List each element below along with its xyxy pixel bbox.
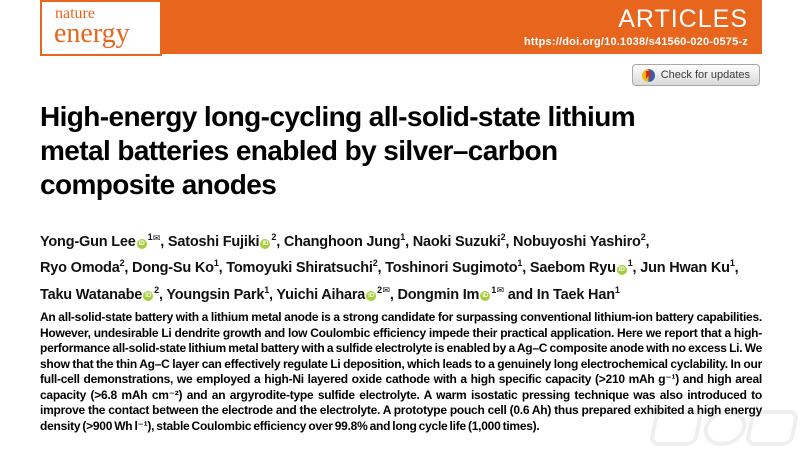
corresponding-author-mail-icon[interactable]: ✉ [382,285,390,296]
author-name: , [645,233,650,250]
author-name: , Nobuyoshi Yashiro [505,233,641,250]
orcid-icon[interactable]: iD [138,239,145,247]
orcid-icon[interactable]: iD [368,292,375,300]
author-name: Taku Watanabe [40,286,143,303]
author-affiliation-superscript: 2 [377,284,382,295]
author-affiliation-superscript: 2 [271,232,277,242]
abstract: An all-solid-state battery with a lithium metal anode is a strong candidate for surpassing conventional lithium-ion battery capabilities. However, undesirable Li dendrite growth and low Coulombic efficiency impede their practical application. Here we report that a high-performance all-solid-state lithium metal battery with a sulfide electrolyte is enabled by a Ag–C composite anode with no excess Li. We show that the thin Ag–C layer can effectively regulate Li deposition, which leads to a genuinely long electrochemical cyclability. In our full-cell demonstrations, we employed a high-Ni layered oxide cathode with a high specific capacity (>210 mAh g⁻¹) and high areal capacity (>6.8 mAh cm⁻²) and an argyrodite-type sulfide electrolyte. A warm isostatic pressing technique was also introduced to improve the contact between the electrode and the electrolyte. A prototype pouch cell (0.6 Ah) thus prepared exhibited a high energy density (>900 Wh l⁻¹), stable Coulombic efficiency over 99.8% and long cycle life (1,000 times). [40,310,762,433]
author-name: , Dongmin Im [389,286,480,303]
orcid-icon[interactable]: iD [618,266,625,274]
author-affiliation-superscript: 1 [400,232,406,242]
journal-logo [40,0,162,56]
article-title [40,100,762,202]
orcid-icon[interactable]: iD [482,292,489,300]
check-for-updates-button[interactable] [632,64,760,86]
author-list [40,227,764,306]
author-affiliation-superscript: 1 [491,284,497,295]
journal-logo-line2: energy [54,18,130,49]
author-affiliation-superscript: 1 [729,258,735,269]
author-name: , Toshinori Sugimoto [377,260,518,277]
author-name: , [734,260,739,277]
author-name: Yong-Gun Lee [40,233,136,250]
author-affiliation-superscript: 2 [500,232,506,242]
doi-link[interactable]: https://doi.org/10.1038/s41560-020-0575-z [523,36,748,48]
author-name: , Saebom Ryu [522,260,616,277]
section-label: ARTICLES [618,5,748,33]
author-affiliation-superscript: 1 [517,258,523,269]
author-affiliation-superscript: 1 [627,258,633,269]
crossmark-icon [642,69,655,82]
journal-logo-line1: nature [55,5,95,22]
author-name: , Youngsin Park [158,286,265,303]
author-name: , Naoki Suzuki [405,233,501,250]
author-name: , Dong-Su Ko [124,260,214,277]
author-affiliation-superscript: 2 [640,232,646,242]
orcid-icon[interactable]: iD [262,239,269,247]
author-affiliation-superscript: 2 [119,258,125,269]
title-line-2: metal batteries enabled by silver–carbon [40,135,558,166]
author-name: and In Taek Han [503,286,615,303]
corresponding-author-mail-icon[interactable]: ✉ [152,232,161,243]
author-affiliation-superscript: 1 [213,258,219,269]
title-line-1: High-energy long-cycling all-solid-state lithium [40,101,636,132]
author-affiliation-superscript: 1 [147,232,153,242]
author-name: , Changhoon Jung [276,233,401,250]
orcid-icon[interactable]: iD [145,292,152,300]
corresponding-author-mail-icon[interactable]: ✉ [496,285,504,296]
author-name: , Yuichi Aihara [269,286,366,303]
title-line-3: composite anodes [40,169,277,200]
author-affiliation-superscript: 2 [372,258,378,269]
author-affiliation-superscript: 1 [614,284,620,295]
author-name: , Jun Hwan Ku [632,260,730,277]
check-for-updates-label: Check for updates [660,69,750,81]
author-name: , Satoshi Fujiki [160,233,260,250]
author-name: Ryo Omoda [40,260,120,277]
author-affiliation-superscript: 2 [154,284,159,295]
author-affiliation-superscript: 1 [264,284,270,295]
author-name: , Tomoyuki Shiratsuchi [218,260,373,277]
crossmark-bookmark-icon [646,71,651,80]
